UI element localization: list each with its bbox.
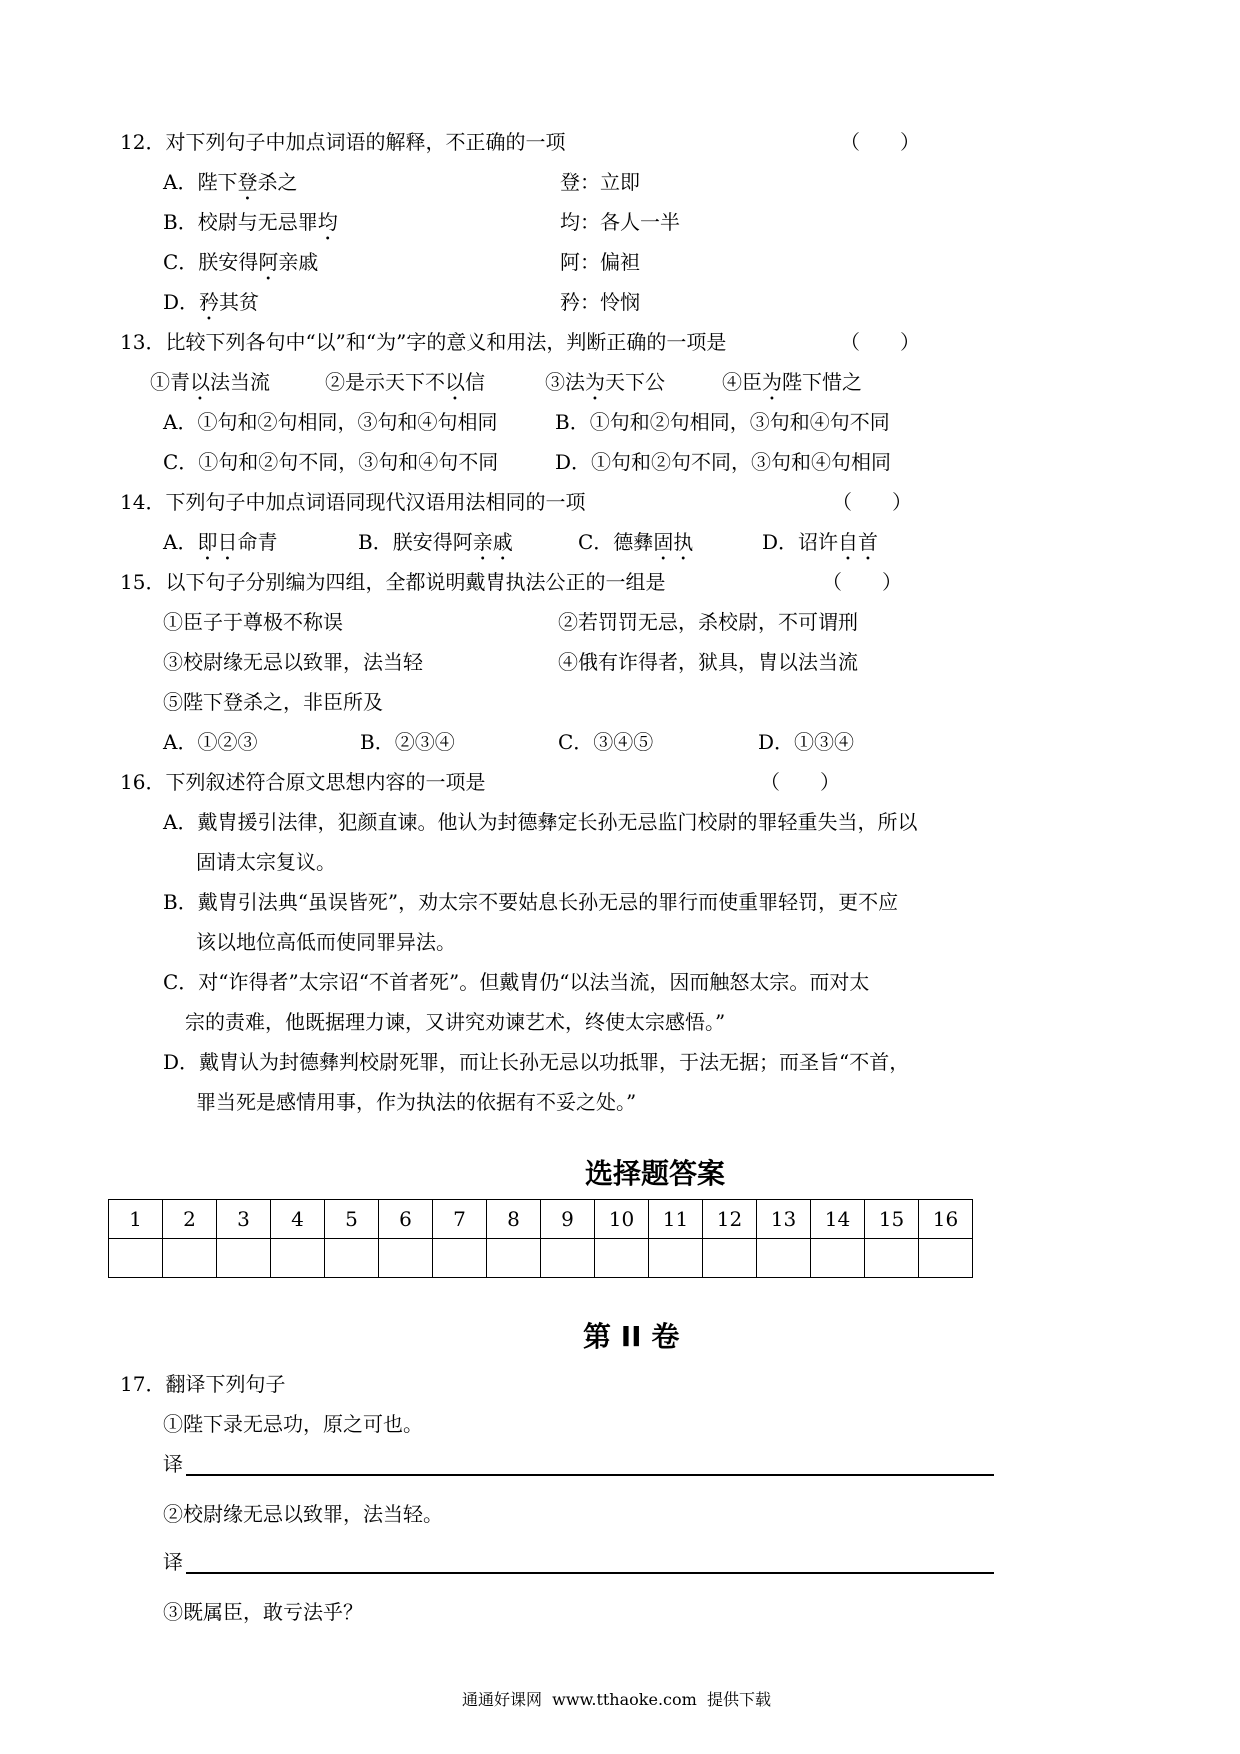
answer-cell[interactable] (703, 1239, 757, 1278)
answer-cell[interactable] (649, 1239, 703, 1278)
q15-answer-paren: （ ） (822, 570, 902, 594)
q12-option-d-explanation: 矜：怜悯 (560, 290, 640, 314)
question-number-cell: 15 (865, 1200, 919, 1239)
q16-answer-paren: （ ） (760, 770, 840, 794)
question-number-cell: 10 (595, 1200, 649, 1239)
dotted-word: 即日 (197, 530, 238, 554)
q15-sentence-2: ②若罚罚无忌，杀校尉，不可谓刑 (558, 610, 858, 634)
answer-cell[interactable] (757, 1239, 811, 1278)
q14-option-c: C．德彝固执 (578, 530, 694, 554)
q16-option-b-line1: B．戴胄引法典“虽误皆死”，劝太宗不要姑息长孙无忌的罪行而使重罪轻罚，更不应 (163, 890, 899, 914)
q14-option-d: D．诏许自首 (762, 530, 879, 554)
q12-stem: 12．对下列句子中加点词语的解释，不正确的一项 (120, 130, 566, 154)
q15-option-d: D．①③④ (758, 730, 855, 754)
q15-option-b: B．②③④ (360, 730, 455, 754)
answer-cell[interactable] (217, 1239, 271, 1278)
q12-option-c-explanation: 阿：偏袒 (560, 250, 640, 274)
dotted-word: 固执 (653, 530, 694, 554)
q14-stem: 14．下列句子中加点词语同现代汉语用法相同的一项 (120, 490, 586, 514)
answer-cell[interactable] (811, 1239, 865, 1278)
answer-cell[interactable] (865, 1239, 919, 1278)
q12-answer-paren: （ ） (840, 130, 920, 154)
part-2-title: 第 II 卷 (583, 1320, 680, 1353)
q12-option-c: C．朕安得阿亲戚 (163, 250, 319, 274)
q15-sentence-3: ③校尉缘无忌以致罪，法当轻 (163, 650, 423, 674)
dotted-word: 阿 (258, 250, 279, 274)
q16-option-a-line1: A．戴胄援引法律，犯颜直谏。他认为封德彝定长孙无忌监门校尉的罪轻重失当，所以 (163, 810, 918, 834)
question-number-cell: 3 (217, 1200, 271, 1239)
dotted-word: 为 (762, 370, 782, 394)
dotted-word: 为 (585, 370, 605, 394)
q16-option-b-line2: 该以地位高低而使同罪异法。 (196, 930, 456, 954)
q17-sentence-3: ③既属臣，敢亏法乎？ (163, 1600, 363, 1624)
dotted-word: 均 (317, 210, 338, 234)
q14-option-a: A．即日命青 (163, 530, 278, 554)
answer-cell[interactable] (433, 1239, 487, 1278)
q12-option-a: A．陛下登杀之 (163, 170, 298, 194)
question-number-cell: 7 (433, 1200, 487, 1239)
answer-cell[interactable] (109, 1239, 163, 1278)
q13-option-d: D．①句和②句不同，③句和④句相同 (555, 450, 892, 474)
q15-option-c: C．③④⑤ (558, 730, 654, 754)
q17-sentence-2: ②校尉缘无忌以致罪，法当轻。 (163, 1502, 443, 1526)
answer-table-title: 选择题答案 (585, 1157, 726, 1190)
q12-option-b: B．校尉与无忌罪均 (163, 210, 338, 234)
q13-sentence-1: ①青以法当流 (150, 370, 270, 394)
q12-option-d: D．矜其贫 (163, 290, 260, 314)
dotted-word: 自首 (838, 530, 879, 554)
q13-stem: 13．比较下列各句中“以”和“为”字的意义和用法，判断正确的一项是 (120, 330, 727, 354)
dotted-word: 亲戚 (472, 530, 513, 554)
q16-option-c-line2: 宗的责难，他既据理力谏，又讲究劝谏艺术，终使太宗感悟。” (185, 1010, 726, 1034)
q13-option-c: C．①句和②句不同，③句和④句不同 (163, 450, 499, 474)
q13-sentence-4: ④臣为陛下惜之 (722, 370, 862, 394)
q16-stem: 16．下列叙述符合原文思想内容的一项是 (120, 770, 486, 794)
answer-cell[interactable] (541, 1239, 595, 1278)
q13-option-b: B．①句和②句相同，③句和④句不同 (555, 410, 890, 434)
dotted-word: 以 (445, 370, 465, 394)
q12-option-b-explanation: 均：各人一半 (560, 210, 680, 234)
q13-option-a: A．①句和②句相同，③句和④句相同 (163, 410, 498, 434)
q16-option-c-line1: C．对“诈得者”太宗诏“不首者死”。但戴胄仍“以法当流，因而触怒太宗。而对太 (163, 970, 870, 994)
question-number-cell: 12 (703, 1200, 757, 1239)
q17-translate-label-1: 译 (163, 1452, 183, 1476)
question-number-cell: 5 (325, 1200, 379, 1239)
q15-sentence-1: ①臣子于尊极不称误 (163, 610, 343, 634)
dotted-word: 矜 (199, 290, 220, 314)
q17-answer-line-1[interactable] (186, 1474, 994, 1476)
question-number-cell: 6 (379, 1200, 433, 1239)
question-number-cell: 14 (811, 1200, 865, 1239)
q16-option-d-line2: 罪当死是感情用事，作为执法的依据有不妥之处。” (196, 1090, 637, 1114)
question-number-cell: 11 (649, 1200, 703, 1239)
q16-option-d-line1: D．戴胄认为封德彝判校尉死罪，而让长孙无忌以功抵罪，于法无据；而圣旨“不首， (163, 1050, 910, 1074)
answer-table-header-row (109, 1200, 973, 1239)
q15-option-a: A．①②③ (163, 730, 258, 754)
q17-translate-label-2: 译 (163, 1550, 183, 1574)
q17-answer-line-2[interactable] (186, 1572, 994, 1574)
q16-option-a-line2: 固请太宗复议。 (196, 850, 336, 874)
dotted-word: 以 (190, 370, 210, 394)
q12-option-a-explanation: 登：立即 (560, 170, 640, 194)
answer-cell[interactable] (325, 1239, 379, 1278)
q15-sentence-4: ④俄有诈得者，狱具，胄以法当流 (558, 650, 858, 674)
question-number-cell: 13 (757, 1200, 811, 1239)
q14-option-b: B．朕安得阿亲戚 (358, 530, 513, 554)
answer-cell[interactable] (271, 1239, 325, 1278)
q13-sentence-2: ②是示天下不以信 (325, 370, 485, 394)
page-footer: 通通好课网 www.tthaoke.com 提供下载 (462, 1690, 771, 1709)
answer-table (108, 1199, 973, 1278)
answer-cell[interactable] (595, 1239, 649, 1278)
q17-sentence-1: ①陛下录无忌功，原之可也。 (163, 1412, 423, 1436)
answer-table-answer-row (109, 1239, 973, 1278)
answer-cell[interactable] (487, 1239, 541, 1278)
question-number-cell: 4 (271, 1200, 325, 1239)
q13-sentence-3: ③法为天下公 (545, 370, 665, 394)
answer-cell[interactable] (919, 1239, 973, 1278)
question-number-cell: 8 (487, 1200, 541, 1239)
answer-cell[interactable] (163, 1239, 217, 1278)
question-number-cell: 9 (541, 1200, 595, 1239)
answer-cell[interactable] (379, 1239, 433, 1278)
q17-stem: 17．翻译下列句子 (120, 1372, 286, 1396)
q13-answer-paren: （ ） (840, 330, 920, 354)
q14-answer-paren: （ ） (832, 490, 912, 514)
question-number-cell: 1 (109, 1200, 163, 1239)
q15-stem: 15．以下句子分别编为四组，全都说明戴胄执法公正的一组是 (120, 570, 666, 594)
question-number-cell: 16 (919, 1200, 973, 1239)
q15-sentence-5: ⑤陛下登杀之，非臣所及 (163, 690, 383, 714)
question-number-cell: 2 (163, 1200, 217, 1239)
dotted-word: 登 (237, 170, 258, 194)
